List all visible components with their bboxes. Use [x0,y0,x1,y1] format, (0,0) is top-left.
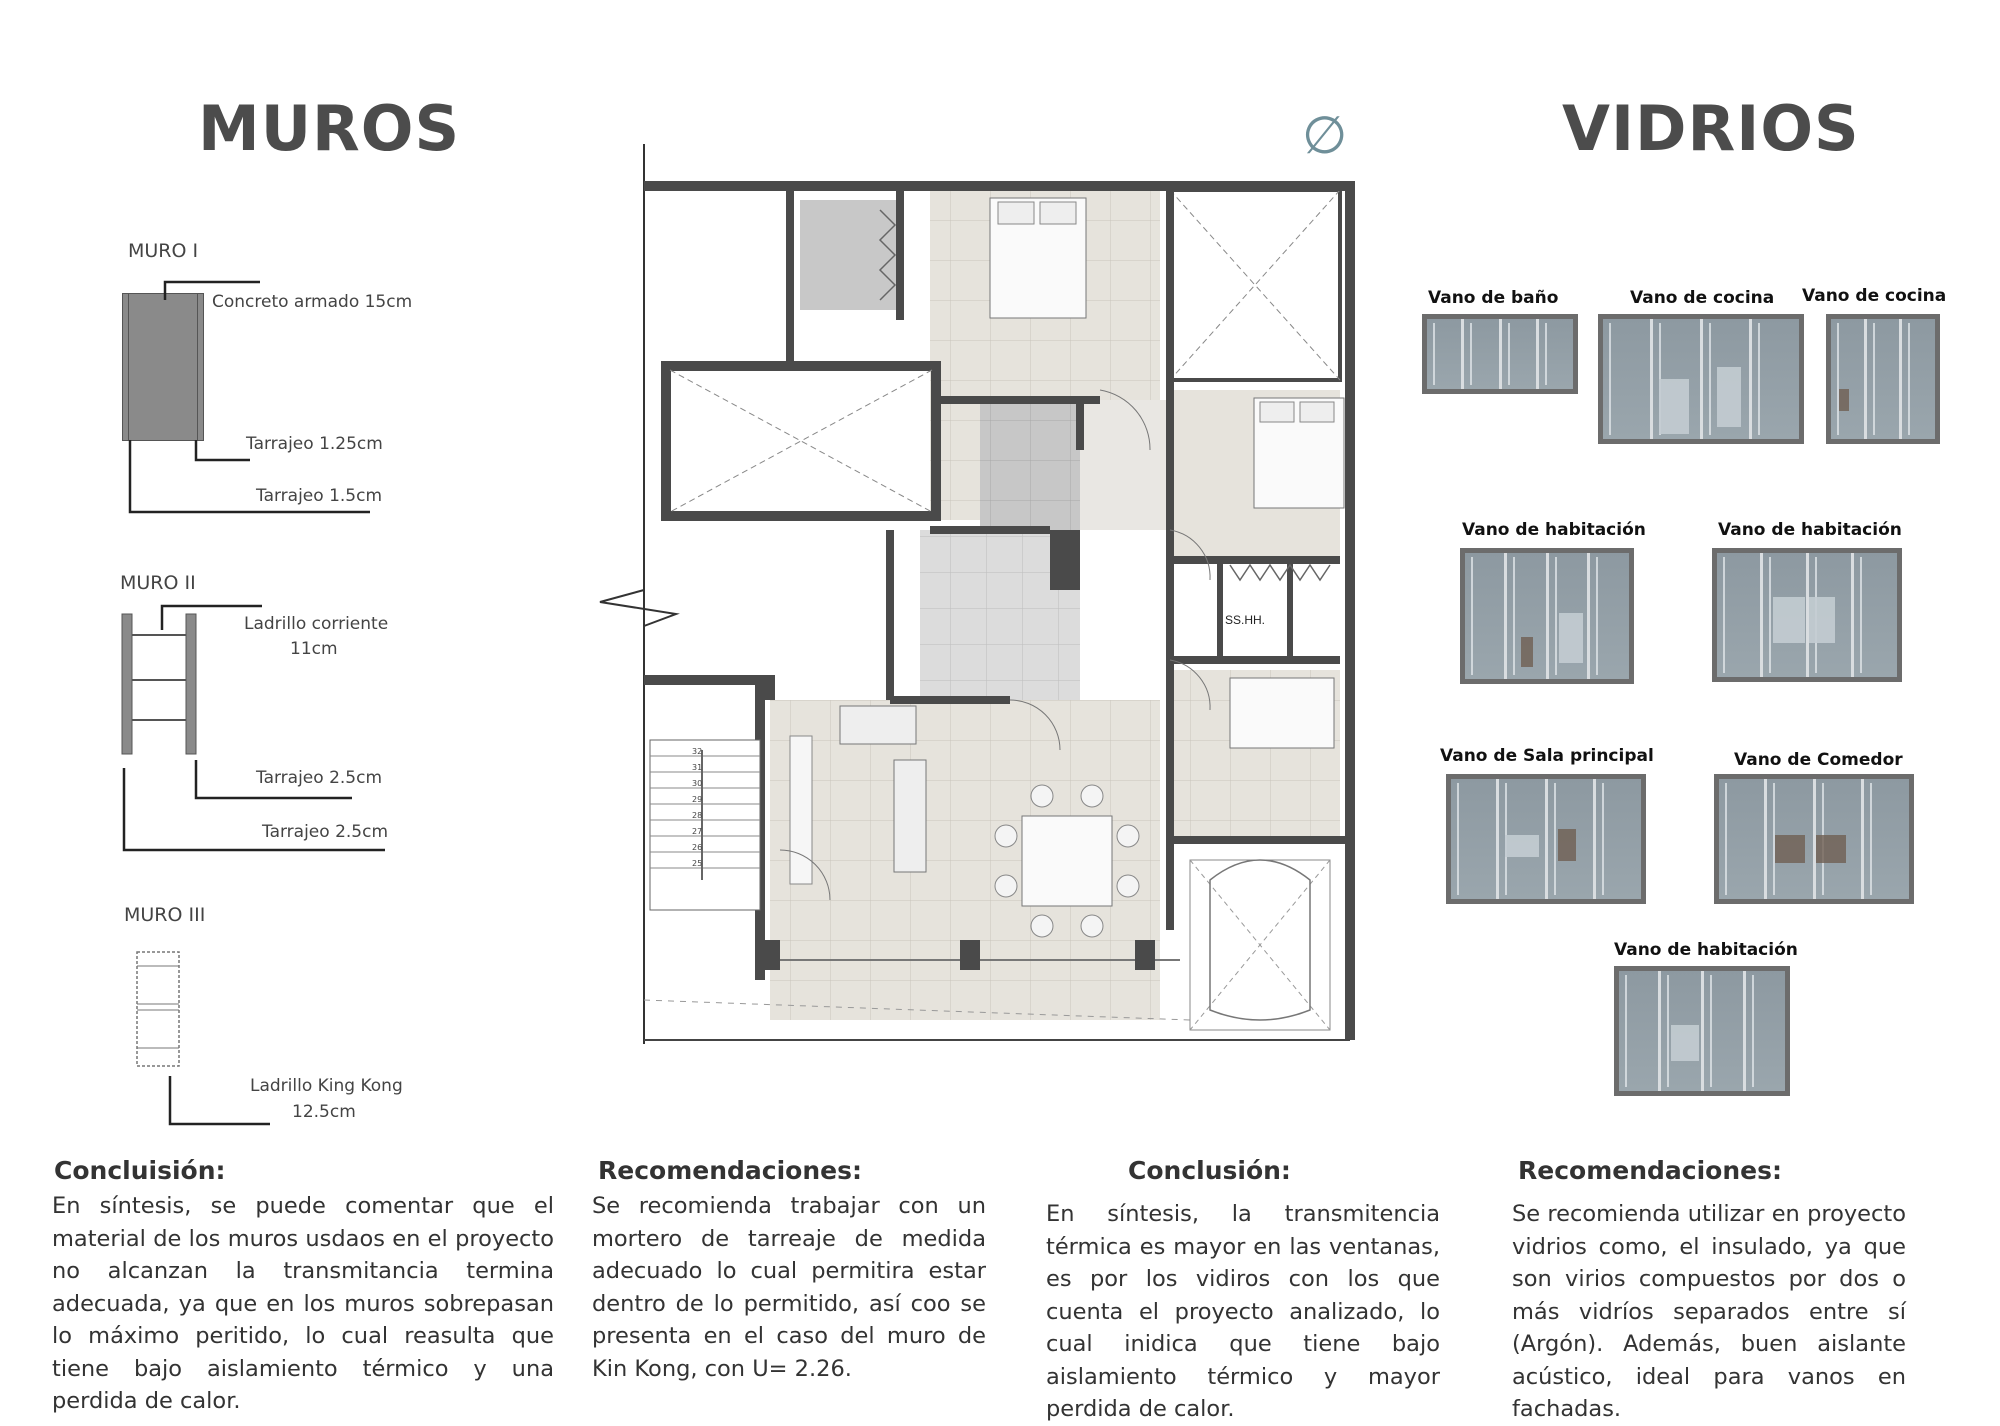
window-bano [1422,314,1578,394]
stair-step: 26 [692,843,703,852]
window-cocina-1 [1598,314,1804,444]
muro-1-callout-concrete: Concreto armado 15cm [212,292,413,312]
muro-2-callout-thickness: 11cm [290,639,338,659]
window-cocina-2 [1826,314,1940,444]
muro-2-leaders [0,560,420,860]
stair-step: 31 [692,763,703,772]
glass-recommendations-heading: Recomendaciones: [1518,1156,1782,1185]
window-label: Vano de habitación [1614,940,1798,960]
glass-conclusion-heading: Conclusión: [1128,1156,1291,1185]
muro-3-callout-thickness: 12.5cm [292,1102,356,1122]
walls-recommendations-text: Se recomienda trabajar con un mortero de tarreaje de medida adecuado lo cual permitira estar dentro de lo permitido, así coo se presenta en el caso del muro de Kin Kong, con U= 2.26. [592,1193,986,1382]
muro-2-callout-tarrajeo-b: Tarrajeo 2.5cm [262,822,389,842]
stair-step: 32 [692,747,703,756]
stair-step: 25 [692,859,703,868]
window-label: Vano de Sala principal [1440,746,1654,766]
window-label: Vano de cocina [1802,286,1947,306]
glass-conclusion-text: En síntesis, la transmitencia térmica es mayor en las ventanas, es por los vidiros con los que cuenta el proyecto analizado, lo cual inidica que tiene bajo aislamiento térmico y mayor perdida de calor. [1046,1201,1440,1422]
walls-recommendations-heading: Recomendaciones: [598,1156,862,1185]
window-label: Vano de cocina [1630,288,1775,308]
stair-step: 29 [692,795,703,804]
window-habitacion-2 [1712,548,1902,682]
stair-numbers [692,744,706,872]
muro-1-label: MURO I [128,240,199,262]
window-label: Vano de Comedor [1734,750,1903,770]
window-sala-principal [1446,774,1646,904]
floor-plan [590,140,1370,1080]
walls-conclusion-text: En síntesis, se puede comentar que el material de los muros usdaos en el proyecto no alcanzan la transmitancia termina adecuada, ya que en los muros sobrepasan lo máximo peritido, lo cual reasulta que tiene bajo aislamiento térmico y una perdida de calor. [52,1193,554,1414]
stair-step: 27 [692,827,703,836]
window-label: Vano de habitación [1718,520,1902,540]
muro-2-callout-ladrillo: Ladrillo corriente [244,614,389,634]
window-label: Vano de baño [1428,288,1559,308]
muro-1-callout-tarrajeo-a: Tarrajeo 1.25cm [246,434,383,454]
glass-recommendations-text: Se recomienda utilizar en proyecto vidrios como, el insulado, ya que son virios compuestos por dos o más vidríos separados entre sí (Argón). Además, buen aislante acústico, ideal para vanos en fachadas. [1512,1201,1906,1422]
muro-3-callout-ladrillo: Ladrillo King Kong [250,1076,403,1096]
north-symbol-icon: ∅ [1302,106,1348,166]
window-label: Vano de habitación [1462,520,1646,540]
window-habitacion-3 [1614,966,1790,1096]
muro-2-callout-tarrajeo-a: Tarrajeo 2.5cm [256,768,383,788]
window-comedor [1714,774,1914,904]
muro-3-section [132,948,192,1070]
muro-2-label: MURO II [120,572,196,594]
stair-step: 30 [692,779,703,788]
muro-1-callout-tarrajeo-b: Tarrajeo 1.5cm [256,486,383,506]
muros-title: MUROS [198,92,461,165]
stair-step: 28 [692,811,703,820]
walls-conclusion-heading: Concluisión: [54,1156,226,1185]
room-label-sshh: SS.HH. [1225,613,1266,627]
muro-3-label: MURO III [124,904,206,926]
vidrios-title: VIDRIOS [1562,92,1860,165]
window-habitacion-1 [1460,548,1634,684]
